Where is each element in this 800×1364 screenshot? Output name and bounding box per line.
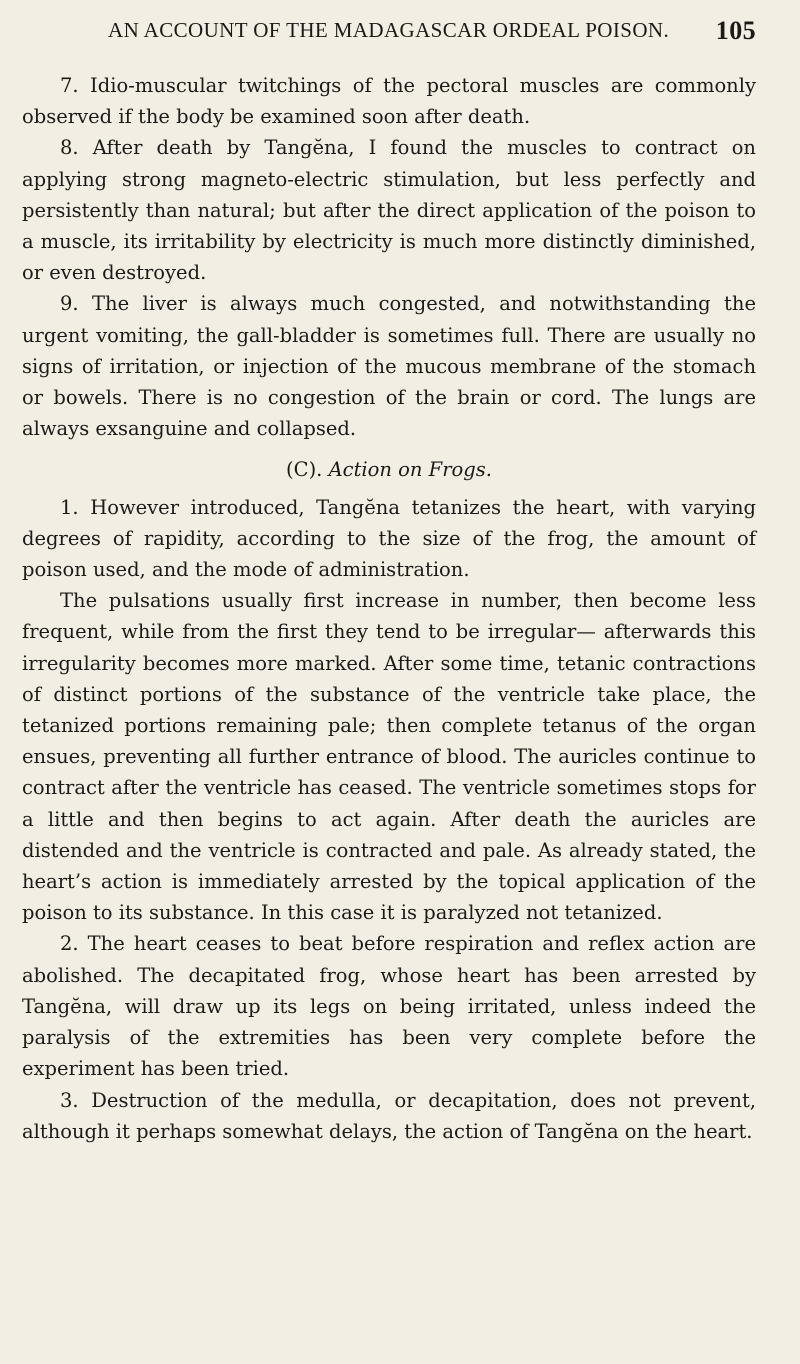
running-title: AN ACCOUNT OF THE MADAGASCAR ORDEAL POISON. [108, 18, 670, 42]
section-title: Action on Frogs. [328, 458, 492, 482]
running-head [22, 16, 756, 52]
paragraph-8: 8. After death by Tangĕna, I found the muscles to contract on applying strong magneto-electric stimulation, but less perfectly and persistently than natural; but after the direct application of the poison to a muscle, its irritability by electricity is much more distinctly diminished, or even destroyed. [22, 136, 756, 285]
body-text [22, 70, 756, 1147]
section-label: (C). [286, 458, 323, 482]
page-number: 105 [715, 16, 756, 45]
paragraph-9: 9. The liver is always much congested, and notwithstanding the urgent vomiting, the gall-bladder is sometimes full. There are usually no signs of irritation, or injection of the mucous membrane of the stomach or bowels. There is no congestion of the brain or cord. The lungs are always exsanguine and collapsed. [22, 292, 756, 441]
frog-paragraph-2: 2. The heart ceases to beat before respiration and reflex action are abolished. The decapitated frog, whose heart has been arrested by Tangĕna, will draw up its legs on being irritated, unless indeed the paralysis of the extremities has been very complete before the experiment has been tried. [22, 932, 756, 1081]
frog-paragraph-1: 1. However introduced, Tangĕna tetanizes the heart, with varying degrees of rapidity, according to the size of the frog, the amount of poison used, and the mode of administration. [22, 495, 756, 582]
frog-paragraph-pulsations: The pulsations usually first increase in number, then become less frequent, while from the first they tend to be irregular— afterwards this irregularity becomes more marked. After some time, tetanic contractions of distinct portions of the substance of the ventricle take place, the tetanized portions remaining pale; then complete tetanus of the organ ensues, preventing all further entrance of blood. The auricles continue to contract after the ventricle has ceased. The ventricle sometimes stops for a little and then begins to act again. After death the auricles are distended and the ventricle is contracted and pale. As already stated, the heart’s action is immediately arrested by the topical application of the poison to its substance. In this case it is paralyzed not tetanized. [22, 589, 756, 925]
paragraph-7: 7. Idio-muscular twitchings of the pectoral muscles are commonly observed if the body be examined soon after death. [22, 74, 756, 129]
section-heading [22, 454, 756, 485]
frog-paragraph-3: 3. Destruction of the medulla, or decapitation, does not prevent, although it perhaps somewhat delays, the action of Tangĕna on the heart. [22, 1088, 756, 1143]
